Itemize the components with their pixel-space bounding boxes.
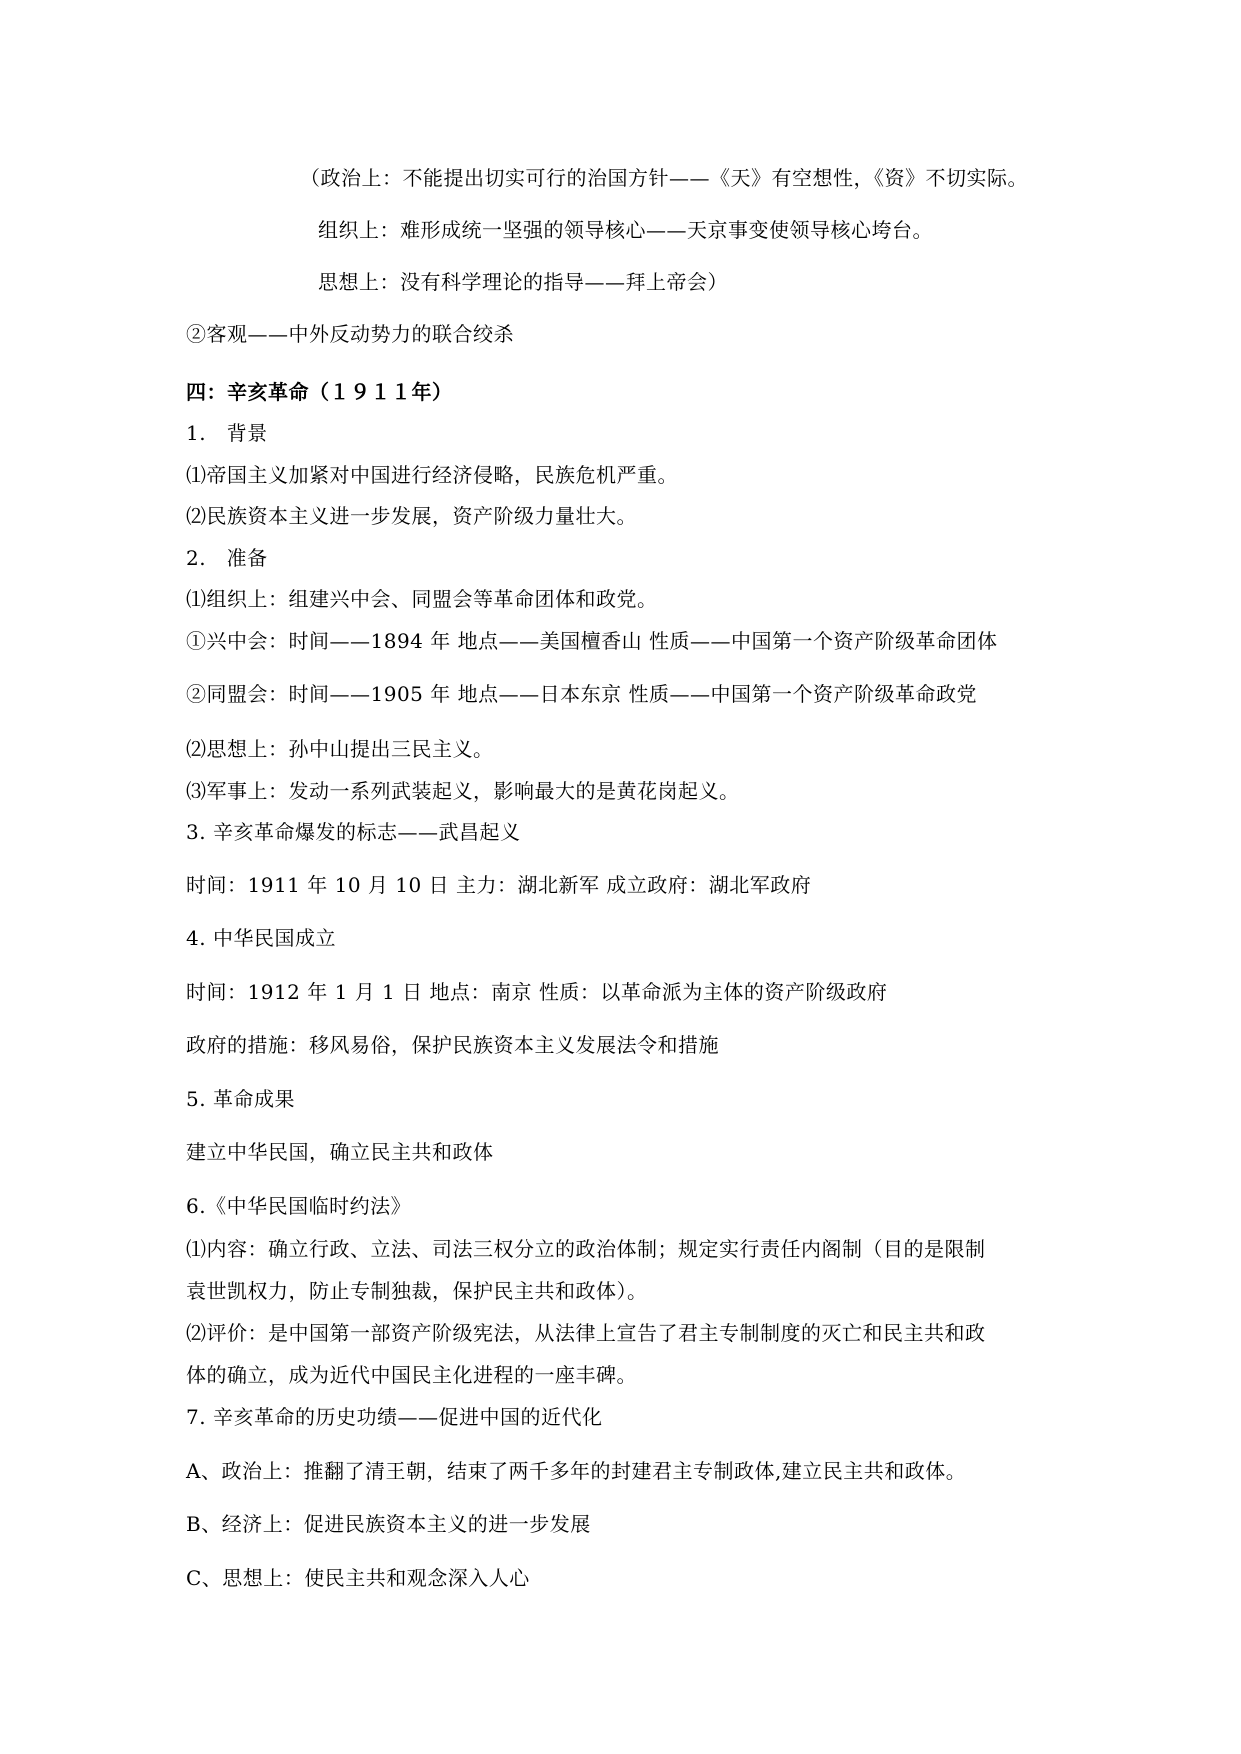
text-line: 时间：1911 年 10 月 10 日 主力：湖北新军 成立政府：湖北军政府: [186, 873, 812, 897]
text-line: ⑵评价：是中国第一部资产阶级宪法，从法律上宣告了君主专制制度的灭亡和民主共和政: [186, 1321, 986, 1345]
text-line-xingzhonghui: ①兴中会：时间——1894 年 地点——美国檀香山 性质——中国第一个资产阶级革命团体: [186, 629, 998, 653]
text-line: ⑴帝国主义加紧对中国进行经济侵略，民族危机严重。: [186, 463, 678, 487]
text-line-ideology: 思想上：没有科学理论的指导——拜上帝会）: [318, 270, 728, 294]
text-line: ⑶军事上：发动一系列武装起义，影响最大的是黄花岗起义。: [186, 779, 740, 803]
text-line: B、经济上：促进民族资本主义的进一步发展: [186, 1512, 591, 1536]
item-background: 1. 背景: [186, 421, 268, 445]
text-line: C、思想上：使民主共和观念深入人心: [186, 1566, 530, 1590]
section-heading-xinhai: 四：辛亥革命（１９１１年）: [186, 380, 453, 404]
text-line-objective: ②客观——中外反动势力的联合绞杀: [186, 322, 514, 346]
text-line: 袁世凯权力，防止专制独裁，保护民主共和政体）。: [186, 1279, 648, 1303]
item-roc-founded: 4. 中华民国成立: [186, 926, 336, 950]
text-line: ⑴内容：确立行政、立法、司法三权分立的政治体制；规定实行责任内阁制（目的是限制: [186, 1237, 986, 1261]
item-preparation: 2. 准备: [186, 546, 268, 570]
text-line: 时间：1912 年 1 月 1 日 地点：南京 性质：以革命派为主体的资产阶级政府: [186, 980, 888, 1004]
item-historical-achievements: 7. 辛亥革命的历史功绩——促进中国的近代化: [186, 1405, 603, 1429]
text-line: ⑵民族资本主义进一步发展，资产阶级力量壮大。: [186, 504, 637, 528]
text-line-organization: 组织上：难形成统一坚强的领导核心——天京事变使领导核心垮台。: [318, 218, 933, 242]
text-line: 政府的措施：移风易俗，保护民族资本主义发展法令和措施: [186, 1033, 719, 1057]
text-line-tongmenghui: ②同盟会：时间——1905 年 地点——日本东京 性质——中国第一个资产阶级革命政党: [186, 682, 977, 706]
item-wuchang-uprising: 3. 辛亥革命爆发的标志——武昌起义: [186, 820, 521, 844]
item-provisional-constitution: 6.《中华民国临时约法》: [186, 1194, 412, 1218]
text-line: 体的确立，成为近代中国民主化进程的一座丰碑。: [186, 1363, 637, 1387]
text-line: ⑵思想上：孙中山提出三民主义。: [186, 737, 494, 761]
item-revolution-results: 5. 革命成果: [186, 1087, 295, 1111]
text-line: ⑴组织上：组建兴中会、同盟会等革命团体和政党。: [186, 587, 658, 611]
text-line-politics: （政治上：不能提出切实可行的治国方针——《天》有空想性，《资》不切实际。: [300, 166, 1028, 190]
text-line: A、政治上：推翻了清王朝，结束了两千多年的封建君主专制政体,建立民主共和政体。: [186, 1459, 967, 1483]
text-line: 建立中华民国，确立民主共和政体: [186, 1140, 494, 1164]
